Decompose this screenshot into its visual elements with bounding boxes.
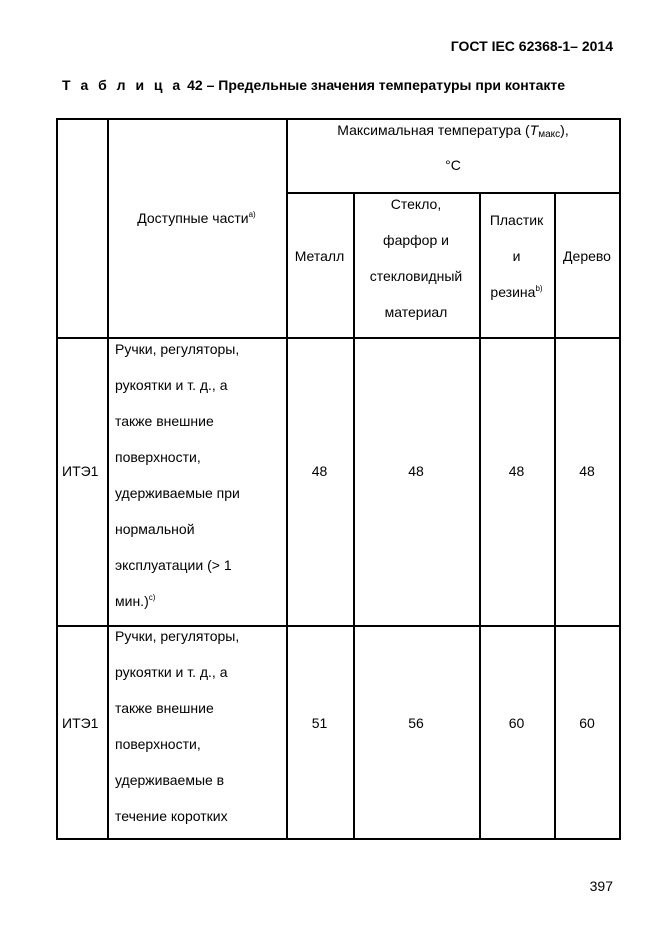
table-caption: [62, 77, 565, 93]
caption-label: Т а б л и ц а: [62, 77, 184, 93]
row2-description: Ручки, регуляторы, рукоятки и т. д., а также внешние поверхности, удерживаемые в течение коротких: [115, 628, 240, 824]
row1-plastic: 48: [508, 463, 525, 479]
row1-glass: 48: [408, 463, 424, 479]
row2-metal: 51: [311, 715, 328, 731]
header-wood: Дерево: [563, 248, 611, 264]
header-plastic: Пластик и резина$^{b)}$: [489, 212, 544, 300]
caption-title: – Предельные значения температуры при контакте: [206, 77, 566, 93]
row1-class: ИТЭ1: [62, 463, 99, 479]
caption-number: 42: [187, 77, 203, 93]
header-glass: Стекло, фарфор и стекловидный материал: [369, 196, 463, 320]
row2-plastic: 60: [508, 715, 525, 731]
row1-wood: 48: [579, 463, 595, 479]
header-metal: Металл: [294, 248, 345, 264]
row1-metal: 48: [311, 463, 328, 479]
row2-glass: 56: [408, 715, 424, 731]
page-number: 397: [589, 878, 613, 894]
standard-designation: ГОСТ IEC 62368-1– 2014: [450, 38, 613, 54]
row2-class: ИТЭ1: [62, 715, 99, 731]
header-accessible-parts: Доступные части$^{а)}$: [137, 210, 256, 226]
row1-description: Ручки, регуляторы, рукоятки и т. д., а также внешние поверхности, удерживаемые при нормальной эксплуатации (> 1 мин.)$^{c)}$: [115, 341, 240, 609]
header-max-temperature: Максимальная температура $(T_{макс})$,: [337, 122, 569, 140]
row2-wood: 60: [579, 715, 595, 731]
temperature-limits-table: [56, 118, 620, 840]
header-temperature-unit: °C: [445, 157, 461, 173]
